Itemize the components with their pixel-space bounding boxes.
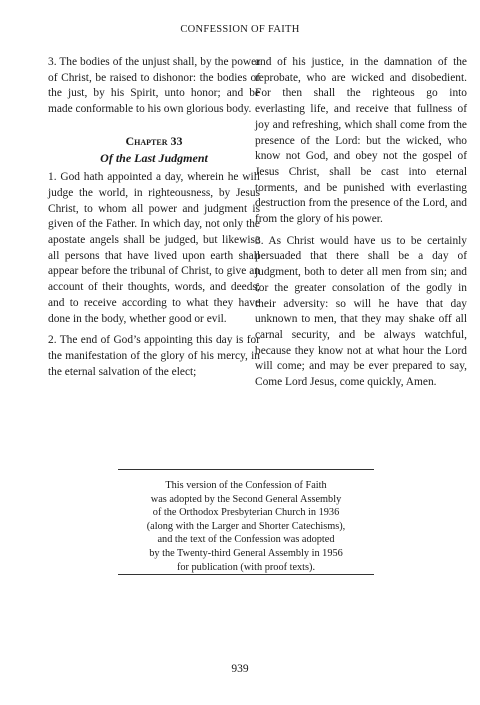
note-line: for publication (with proof texts).: [176, 561, 316, 573]
chapter-heading: [48, 134, 260, 166]
adoption-note: [118, 479, 374, 574]
right-column: [255, 55, 467, 397]
running-head: CONFESSION OF FAITH: [180, 24, 300, 35]
note-line: was adopted by the Second General Assembly: [150, 493, 342, 505]
chapter-33-paragraph-3: 3. As Christ would have us to be certainly persuaded that there shall be a day of judgment, both to deter all men from sin; and for the greater consolation of the godly in their adversity: so will he have that day unknown to men, that they may shake off all carnal security, and be always watchful, because they know not at what hour the Lord will come; and may be ever prepared to say, Come Lord Jesus, come quickly, Amen.: [255, 234, 467, 389]
chapter-33-paragraph-1: 1. God hath appointed a day, wherein he will judge the world, in righteousness, by Jesus Christ, to whom all power and judgment is given of the Father. In which day, not only the apostate angels shall be judged, but likewise all persons that have lived upon earth shall appear before the tribunal of Christ, to give an account of their thoughts, words, and deeds; and to receive according to what they have done in the body, whether good or evil.: [48, 171, 260, 325]
left-column: [48, 55, 260, 386]
chapter-32-paragraph-3: 3. The bodies of the unjust shall, by the power of Christ, be raised to dishonor: the bodies of the just, by his Spirit, unto honor; and be made conformable to his own glorious body.: [48, 56, 260, 116]
chapter-label: Chapter 33: [125, 133, 183, 148]
note-line: and the text of the Confession was adopted: [157, 534, 335, 546]
note-line: of the Orthodox Presbyterian Church in 1936: [152, 507, 340, 519]
note-top-rule: [118, 469, 374, 470]
chapter-33-paragraph-2-continued: and of his justice, in the damnation of the reprobate, who are wicked and disobedient. For then shall the righteous go into everlasting life, and receive that fullness of joy and refreshing, which shall come from the presence of the Lord: but the wicked, who know not God, and obey not the gospel of Jesus Christ, shall be cast into eternal torments, and be punished with everlasting destruction from the presence of the Lord, and from the glory of his power.: [255, 56, 467, 226]
page-number: 939: [231, 663, 249, 675]
note-line: by the Twenty-third General Assembly in 1956: [149, 547, 343, 559]
note-bottom-rule: [118, 574, 374, 575]
chapter-title: Of the Last Judgment: [100, 150, 208, 165]
chapter-33-paragraph-2-start: 2. The end of God’s appointing this day is for the manifestation of the glory of his mercy, in the eternal salvation of the elect;: [48, 334, 260, 378]
note-line: This version of the Confession of Faith: [165, 480, 327, 491]
note-line: (along with the Larger and Shorter Catechisms),: [146, 520, 346, 532]
